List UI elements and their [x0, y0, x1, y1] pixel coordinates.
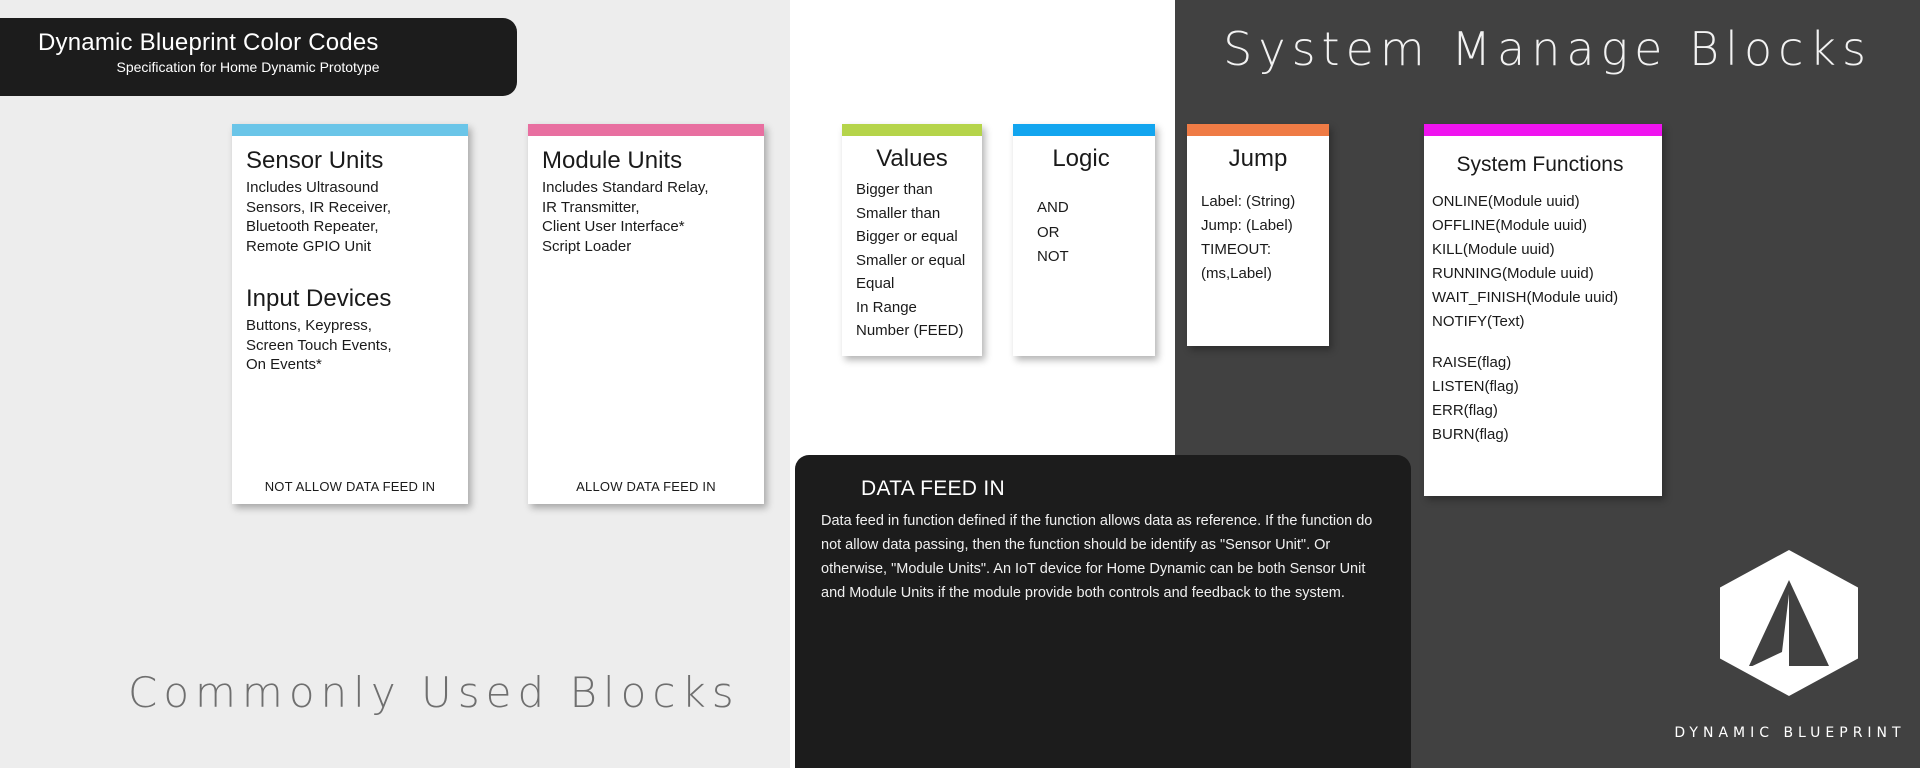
card-line: IR Transmitter,	[542, 198, 640, 216]
card-spacer	[1432, 334, 1648, 351]
card-line: AND	[1037, 199, 1069, 216]
card-body-logic	[1013, 136, 1155, 356]
card-line: Smaller than	[856, 204, 941, 222]
card-line: Bigger or equal	[856, 228, 958, 245]
card-module-units	[528, 124, 764, 504]
card-title-module: Module Units	[542, 147, 683, 174]
logo-wordmark: DYNAMIC BLUEPRINT	[1674, 725, 1906, 741]
card-subtitle-input-devices: Input Devices	[246, 285, 392, 312]
card-line: WAIT_FINISH(Module uuid)	[1432, 289, 1619, 306]
card-sensor-units	[232, 124, 468, 504]
card-color-bar-values	[842, 124, 982, 136]
card-color-bar-system	[1424, 124, 1662, 136]
card-line: Label: (String)	[1201, 193, 1296, 210]
card-line: Script Loader	[542, 237, 632, 255]
card-title-system: System Functions	[1456, 153, 1624, 176]
card-color-bar-sensor	[232, 124, 468, 136]
card-line: Equal	[856, 275, 895, 292]
card-line: TIMEOUT:	[1201, 241, 1271, 258]
card-color-bar-module	[528, 124, 764, 136]
card-line: Remote GPIO Unit	[246, 237, 372, 255]
card-body-jump	[1187, 136, 1329, 346]
page-title: Dynamic Blueprint Color Codes	[38, 29, 379, 56]
card-line: RAISE(flag)	[1432, 354, 1512, 371]
card-line: Includes Standard Relay,	[542, 179, 709, 196]
card-line: Sensors, IR Receiver,	[246, 198, 392, 216]
card-title-values: Values	[876, 145, 948, 172]
card-footer-module: ALLOW DATA FEED IN	[576, 479, 716, 494]
card-line: NOT	[1037, 248, 1069, 265]
card-line: ERR(flag)	[1432, 402, 1498, 419]
card-line: ONLINE(Module uuid)	[1432, 193, 1580, 210]
card-line: Smaller or equal	[856, 251, 966, 269]
card-jump	[1187, 124, 1329, 346]
card-line: Jump: (Label)	[1201, 217, 1293, 234]
heading-commonly-used-blocks: Commonly Used Blocks	[128, 668, 740, 717]
card-line: Bluetooth Repeater,	[246, 218, 379, 235]
card-lines-jump	[1201, 190, 1315, 286]
card-footer-sensor: NOT ALLOW DATA FEED IN	[264, 479, 436, 494]
note-data-feed-in	[795, 455, 1411, 768]
card-logic	[1013, 124, 1155, 356]
card-lines-values	[856, 178, 968, 343]
title-plate	[0, 18, 517, 96]
page-subtitle: Specification for Home Dynamic Prototype	[116, 59, 380, 75]
card-line: RUNNING(Module uuid)	[1432, 265, 1594, 282]
card-line: Client User Interface*	[542, 218, 685, 235]
card-values	[842, 124, 982, 356]
background-strip-bottom	[0, 760, 790, 768]
card-color-bar-jump	[1187, 124, 1329, 136]
card-line: Screen Touch Events,	[246, 336, 392, 354]
card-line: LISTEN(flag)	[1432, 378, 1519, 395]
heading-system-manage-blocks: System Manage Blocks	[1223, 22, 1872, 76]
card-lines-logic	[1037, 196, 1141, 270]
dynamic-blueprint-logo-icon	[1716, 548, 1862, 698]
card-line: Number (FEED)	[856, 322, 964, 339]
card-body-values	[842, 136, 982, 356]
note-body: Data feed in function defined if the function allows data as reference. If the function do not allow data passing, then the function should be identify as "Sensor Unit". Or otherwise, "Module Units". An IoT device for Home Dynamic can be both Sensor Unit and Module Units if the module provide both controls and feedback to the system.	[821, 513, 1373, 601]
card-title-jump: Jump	[1228, 145, 1288, 172]
card-color-bar-logic	[1013, 124, 1155, 136]
card-body-system	[1424, 136, 1662, 496]
card-line: OFFLINE(Module uuid)	[1432, 217, 1588, 234]
card-line: On Events*	[246, 356, 322, 373]
card-line: BURN(flag)	[1432, 426, 1509, 443]
card-line: (ms,Label)	[1201, 265, 1272, 282]
card-line: Bigger than	[856, 181, 933, 198]
card-line: OR	[1037, 223, 1060, 241]
card-title-sensor: Sensor Units	[246, 147, 384, 174]
card-title-logic: Logic	[1052, 145, 1110, 172]
card-line: In Range	[856, 298, 917, 316]
card-line: NOTIFY(Text)	[1432, 313, 1525, 330]
card-line: Includes Ultrasound	[246, 179, 379, 196]
card-system-functions	[1424, 124, 1662, 496]
card-body-module	[528, 136, 764, 504]
note-title: DATA FEED IN	[861, 477, 1006, 500]
card-line: KILL(Module uuid)	[1432, 241, 1555, 258]
card-line: Buttons, Keypress,	[246, 317, 372, 334]
card-body-sensor	[232, 136, 468, 504]
